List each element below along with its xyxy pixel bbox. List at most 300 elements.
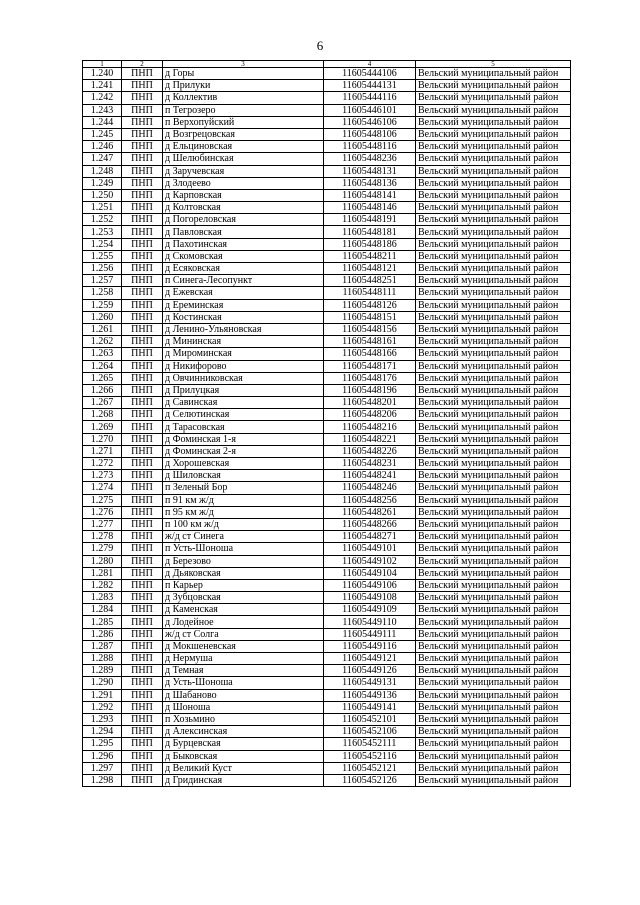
settlement-name-cell: ж/д ст Синега [163,531,324,543]
settlement-category-cell: ПНП [122,153,163,165]
table-row [83,397,571,409]
oktmo-code-cell: 11605449110 [324,616,416,628]
oktmo-code-cell: 11605452111 [324,738,416,750]
settlement-category-cell: ПНП [122,738,163,750]
table-row [83,433,571,445]
settlement-name-cell: д Мироминская [163,348,324,360]
settlement-category-cell: ПНП [122,701,163,713]
row-number-cell: 1.272 [83,458,122,470]
settlement-name-cell: д Тарасовская [163,421,324,433]
district-name-cell: Вельский муниципальный район [416,713,571,725]
table-row [83,384,571,396]
settlement-name-cell: д Зубцовская [163,592,324,604]
table-row [83,628,571,640]
table-row [83,214,571,226]
district-name-cell: Вельский муниципальный район [416,543,571,555]
district-name-cell: Вельский муниципальный район [416,640,571,652]
district-name-cell: Вельский муниципальный район [416,323,571,335]
settlement-category-cell: ПНП [122,250,163,262]
oktmo-code-cell: 11605449102 [324,555,416,567]
oktmo-code-cell: 11605448201 [324,397,416,409]
table-row [83,421,571,433]
row-number-cell: 1.263 [83,348,122,360]
row-number-cell: 1.292 [83,701,122,713]
settlement-category-cell: ПНП [122,482,163,494]
table-row [83,531,571,543]
oktmo-code-cell: 11605449126 [324,665,416,677]
table-row [83,189,571,201]
table-row [83,128,571,140]
settlement-name-cell: д Никифорово [163,360,324,372]
settlement-category-cell: ПНП [122,689,163,701]
district-name-cell: Вельский муниципальный район [416,458,571,470]
row-number-cell: 1.284 [83,604,122,616]
settlement-name-cell: п 100 км ж/д [163,518,324,530]
district-name-cell: Вельский муниципальный район [416,177,571,189]
settlement-name-cell: д Лодейное [163,616,324,628]
oktmo-code-cell: 11605448216 [324,421,416,433]
settlement-category-cell: ПНП [122,238,163,250]
settlement-category-cell: ПНП [122,762,163,774]
settlement-category-cell: ПНП [122,592,163,604]
row-number-cell: 1.290 [83,677,122,689]
row-number-cell: 1.266 [83,384,122,396]
table-body [83,68,571,787]
district-name-cell: Вельский муниципальный район [416,604,571,616]
oktmo-code-cell: 11605448156 [324,323,416,335]
settlement-category-cell: ПНП [122,384,163,396]
settlement-name-cell: д Ежевская [163,287,324,299]
oktmo-code-cell: 11605449121 [324,653,416,665]
row-number-cell: 1.249 [83,177,122,189]
row-number-cell: 1.283 [83,592,122,604]
oktmo-code-cell: 11605449109 [324,604,416,616]
district-name-cell: Вельский муниципальный район [416,518,571,530]
row-number-cell: 1.269 [83,421,122,433]
district-name-cell: Вельский муниципальный район [416,116,571,128]
settlement-name-cell: д Овчинниковская [163,372,324,384]
settlement-category-cell: ПНП [122,287,163,299]
settlement-category-cell: ПНП [122,458,163,470]
settlement-category-cell: ПНП [122,348,163,360]
district-name-cell: Вельский муниципальный район [416,202,571,214]
table-row [83,713,571,725]
oktmo-code-cell: 11605452101 [324,713,416,725]
table-row [83,336,571,348]
row-number-cell: 1.281 [83,567,122,579]
table-row [83,177,571,189]
row-number-cell: 1.294 [83,726,122,738]
table-row [83,202,571,214]
settlement-category-cell: ПНП [122,555,163,567]
row-number-cell: 1.278 [83,531,122,543]
table-row [83,482,571,494]
settlement-name-cell: д Колтовская [163,202,324,214]
table-row [83,616,571,628]
table-row [83,543,571,555]
row-number-cell: 1.250 [83,189,122,201]
settlement-category-cell: ПНП [122,774,163,786]
table-row [83,238,571,250]
oktmo-code-cell: 11605448126 [324,299,416,311]
settlement-category-cell: ПНП [122,640,163,652]
settlement-name-cell: п Синега-Лесопункт [163,275,324,287]
oktmo-code-cell: 11605449131 [324,677,416,689]
row-number-cell: 1.242 [83,92,122,104]
settlement-name-cell: д Алексинская [163,726,324,738]
settlement-category-cell: ПНП [122,177,163,189]
district-name-cell: Вельский муниципальный район [416,579,571,591]
table-row [83,287,571,299]
settlement-name-cell: д Селютинская [163,409,324,421]
settlement-category-cell: ПНП [122,628,163,640]
oktmo-code-cell: 11605448251 [324,275,416,287]
district-name-cell: Вельский муниципальный район [416,506,571,518]
district-name-cell: Вельский муниципальный район [416,165,571,177]
settlement-name-cell: п 91 км ж/д [163,494,324,506]
column-header-4: 4 [324,61,416,68]
settlement-category-cell: ПНП [122,518,163,530]
settlement-category-cell: ПНП [122,397,163,409]
district-name-cell: Вельский муниципальный район [416,445,571,457]
oktmo-code-cell: 11605449106 [324,579,416,591]
district-name-cell: Вельский муниципальный район [416,311,571,323]
row-number-cell: 1.241 [83,80,122,92]
district-name-cell: Вельский муниципальный район [416,336,571,348]
district-name-cell: Вельский муниципальный район [416,531,571,543]
table-row [83,68,571,80]
column-header-5: 5 [416,61,571,68]
table-row [83,299,571,311]
oktmo-code-cell: 11605452116 [324,750,416,762]
table-row [83,689,571,701]
settlement-name-cell: д Погореловская [163,214,324,226]
settlement-category-cell: ПНП [122,470,163,482]
table-row [83,701,571,713]
oktmo-code-cell: 11605448191 [324,214,416,226]
settlement-category-cell: ПНП [122,214,163,226]
settlement-name-cell: п Усть-Шоноша [163,543,324,555]
settlement-name-cell: д Ереминская [163,299,324,311]
table-row [83,458,571,470]
row-number-cell: 1.293 [83,713,122,725]
table-row [83,80,571,92]
table-row [83,445,571,457]
settlement-name-cell: д Нермуша [163,653,324,665]
row-number-cell: 1.273 [83,470,122,482]
row-number-cell: 1.298 [83,774,122,786]
oktmo-code-cell: 11605448151 [324,311,416,323]
settlement-name-cell: д Мининская [163,336,324,348]
oktmo-code-cell: 11605449108 [324,592,416,604]
district-name-cell: Вельский муниципальный район [416,348,571,360]
oktmo-code-cell: 11605448146 [324,202,416,214]
row-number-cell: 1.280 [83,555,122,567]
settlement-category-cell: ПНП [122,433,163,445]
settlement-name-cell: д Бурцевская [163,738,324,750]
district-name-cell: Вельский муниципальный район [416,299,571,311]
table-row [83,116,571,128]
row-number-cell: 1.271 [83,445,122,457]
column-header-1: 1 [83,61,122,68]
settlement-category-cell: ПНП [122,165,163,177]
table-row [83,506,571,518]
column-header-2: 2 [122,61,163,68]
settlement-name-cell: д Пахотинская [163,238,324,250]
oktmo-code-cell: 11605448186 [324,238,416,250]
settlement-category-cell: ПНП [122,299,163,311]
oktmo-code-cell: 11605448236 [324,153,416,165]
oktmo-code-cell: 11605448196 [324,384,416,396]
oktmo-code-cell: 11605449104 [324,567,416,579]
table-row [83,750,571,762]
oktmo-code-cell: 11605448116 [324,141,416,153]
settlement-name-cell: д Горы [163,68,324,80]
table-row [83,762,571,774]
settlement-category-cell: ПНП [122,263,163,275]
settlement-category-cell: ПНП [122,531,163,543]
oktmo-code-cell: 11605452121 [324,762,416,774]
oktmo-code-cell: 11605448136 [324,177,416,189]
district-name-cell: Вельский муниципальный район [416,80,571,92]
settlement-category-cell: ПНП [122,726,163,738]
row-number-cell: 1.277 [83,518,122,530]
district-name-cell: Вельский муниципальный район [416,104,571,116]
district-name-cell: Вельский муниципальный район [416,226,571,238]
settlement-category-cell: ПНП [122,750,163,762]
district-name-cell: Вельский муниципальный район [416,433,571,445]
oktmo-code-cell: 11605446101 [324,104,416,116]
settlement-name-cell: д Павловская [163,226,324,238]
row-number-cell: 1.265 [83,372,122,384]
settlement-category-cell: ПНП [122,104,163,116]
row-number-cell: 1.267 [83,397,122,409]
settlement-name-cell: д Быковская [163,750,324,762]
settlement-name-cell: п Тегрозеро [163,104,324,116]
table-row [83,250,571,262]
oktmo-code-cell: 11605448141 [324,189,416,201]
settlement-category-cell: ПНП [122,68,163,80]
settlement-category-cell: ПНП [122,494,163,506]
row-number-cell: 1.256 [83,263,122,275]
row-number-cell: 1.264 [83,360,122,372]
district-name-cell: Вельский муниципальный район [416,250,571,262]
row-number-cell: 1.289 [83,665,122,677]
settlement-name-cell: д Есяковская [163,263,324,275]
district-name-cell: Вельский муниципальный район [416,409,571,421]
table-row [83,579,571,591]
row-number-cell: 1.258 [83,287,122,299]
settlement-name-cell: д Коллектив [163,92,324,104]
settlement-category-cell: ПНП [122,80,163,92]
district-name-cell: Вельский муниципальный район [416,360,571,372]
district-name-cell: Вельский муниципальный район [416,592,571,604]
oktmo-code-cell: 11605444106 [324,68,416,80]
settlement-category-cell: ПНП [122,336,163,348]
settlement-category-cell: ПНП [122,141,163,153]
table-row [83,92,571,104]
table-row [83,360,571,372]
settlement-name-cell: д Ельциновская [163,141,324,153]
district-name-cell: Вельский муниципальный район [416,470,571,482]
settlement-category-cell: ПНП [122,567,163,579]
table-row [83,555,571,567]
table-row [83,738,571,750]
row-number-cell: 1.287 [83,640,122,652]
table-row [83,774,571,786]
district-name-cell: Вельский муниципальный район [416,153,571,165]
settlement-category-cell: ПНП [122,677,163,689]
oktmo-code-cell: 11605449141 [324,701,416,713]
settlement-category-cell: ПНП [122,409,163,421]
table-row [83,153,571,165]
oktmo-code-cell: 11605448266 [324,518,416,530]
row-number-cell: 1.243 [83,104,122,116]
table-row [83,518,571,530]
settlement-category-cell: ПНП [122,128,163,140]
district-name-cell: Вельский муниципальный район [416,68,571,80]
oktmo-code-cell: 11605448241 [324,470,416,482]
table-row [83,677,571,689]
oktmo-code-cell: 11605449116 [324,640,416,652]
table-row [83,141,571,153]
settlement-category-cell: ПНП [122,226,163,238]
district-name-cell: Вельский муниципальный район [416,616,571,628]
settlement-name-cell: п Зеленый Бор [163,482,324,494]
settlement-name-cell: д Карповская [163,189,324,201]
table-row [83,653,571,665]
page-number: 6 [316,38,324,53]
district-name-cell: Вельский муниципальный район [416,494,571,506]
row-number-cell: 1.268 [83,409,122,421]
table-row [83,494,571,506]
oktmo-code-cell: 11605448121 [324,263,416,275]
table-row [83,470,571,482]
district-name-cell: Вельский муниципальный район [416,189,571,201]
table-row [83,726,571,738]
row-number-cell: 1.286 [83,628,122,640]
settlement-name-cell: д Фоминская 1-я [163,433,324,445]
table-row [83,592,571,604]
table-header-row [83,61,571,68]
row-number-cell: 1.291 [83,689,122,701]
oktmo-code-cell: 11605448166 [324,348,416,360]
oktmo-code-cell: 11605448226 [324,445,416,457]
district-name-cell: Вельский муниципальный район [416,762,571,774]
row-number-cell: 1.274 [83,482,122,494]
district-name-cell: Вельский муниципальный район [416,555,571,567]
row-number-cell: 1.255 [83,250,122,262]
oktmo-code-cell: 11605448161 [324,336,416,348]
table-row [83,372,571,384]
table-row [83,348,571,360]
oktmo-code-cell: 11605448231 [324,458,416,470]
settlement-name-cell: д Дьяковская [163,567,324,579]
row-number-cell: 1.279 [83,543,122,555]
row-number-cell: 1.262 [83,336,122,348]
settlement-name-cell: д Гридинская [163,774,324,786]
table-row [83,604,571,616]
oktmo-code-cell: 11605444116 [324,92,416,104]
settlement-name-cell: д Великий Куст [163,762,324,774]
settlement-category-cell: ПНП [122,372,163,384]
oktmo-code-cell: 11605448271 [324,531,416,543]
settlement-name-cell: д Савинская [163,397,324,409]
oktmo-code-cell: 11605448171 [324,360,416,372]
oktmo-code-cell: 11605449136 [324,689,416,701]
settlement-category-cell: ПНП [122,543,163,555]
district-name-cell: Вельский муниципальный район [416,128,571,140]
settlement-category-cell: ПНП [122,506,163,518]
district-name-cell: Вельский муниципальный район [416,397,571,409]
district-name-cell: Вельский муниципальный район [416,677,571,689]
district-name-cell: Вельский муниципальный район [416,689,571,701]
table-row [83,263,571,275]
settlements-table [82,60,571,787]
settlement-category-cell: ПНП [122,421,163,433]
row-number-cell: 1.254 [83,238,122,250]
district-name-cell: Вельский муниципальный район [416,275,571,287]
row-number-cell: 1.275 [83,494,122,506]
settlement-name-cell: д Заручевская [163,165,324,177]
oktmo-code-cell: 11605448221 [324,433,416,445]
oktmo-code-cell: 11605452106 [324,726,416,738]
settlement-category-cell: ПНП [122,92,163,104]
district-name-cell: Вельский муниципальный район [416,726,571,738]
settlement-name-cell: д Фоминская 2-я [163,445,324,457]
oktmo-code-cell: 11605448106 [324,128,416,140]
district-name-cell: Вельский муниципальный район [416,214,571,226]
row-number-cell: 1.251 [83,202,122,214]
table-row [83,640,571,652]
settlement-category-cell: ПНП [122,604,163,616]
oktmo-code-cell: 11605448111 [324,287,416,299]
district-name-cell: Вельский муниципальный район [416,738,571,750]
row-number-cell: 1.288 [83,653,122,665]
oktmo-code-cell: 11605448261 [324,506,416,518]
district-name-cell: Вельский муниципальный район [416,665,571,677]
row-number-cell: 1.276 [83,506,122,518]
settlement-category-cell: ПНП [122,189,163,201]
settlement-category-cell: ПНП [122,445,163,457]
row-number-cell: 1.245 [83,128,122,140]
district-name-cell: Вельский муниципальный район [416,482,571,494]
settlement-name-cell: п Верхопуйский [163,116,324,128]
row-number-cell: 1.248 [83,165,122,177]
district-name-cell: Вельский муниципальный район [416,263,571,275]
settlement-name-cell: д Темная [163,665,324,677]
settlement-name-cell: д Шелюбинская [163,153,324,165]
oktmo-code-cell: 11605448176 [324,372,416,384]
row-number-cell: 1.252 [83,214,122,226]
row-number-cell: 1.282 [83,579,122,591]
oktmo-code-cell: 11605452126 [324,774,416,786]
settlement-name-cell: д Ленино-Ульяновская [163,323,324,335]
oktmo-code-cell: 11605449111 [324,628,416,640]
settlement-category-cell: ПНП [122,116,163,128]
settlement-name-cell: д Шоноша [163,701,324,713]
table-row [83,104,571,116]
settlement-name-cell: д Шабаново [163,689,324,701]
row-number-cell: 1.253 [83,226,122,238]
row-number-cell: 1.246 [83,141,122,153]
district-name-cell: Вельский муниципальный район [416,774,571,786]
oktmo-code-cell: 11605448131 [324,165,416,177]
oktmo-code-cell: 11605448181 [324,226,416,238]
table-row [83,567,571,579]
settlement-name-cell: д Шиловская [163,470,324,482]
settlement-name-cell: д Березово [163,555,324,567]
